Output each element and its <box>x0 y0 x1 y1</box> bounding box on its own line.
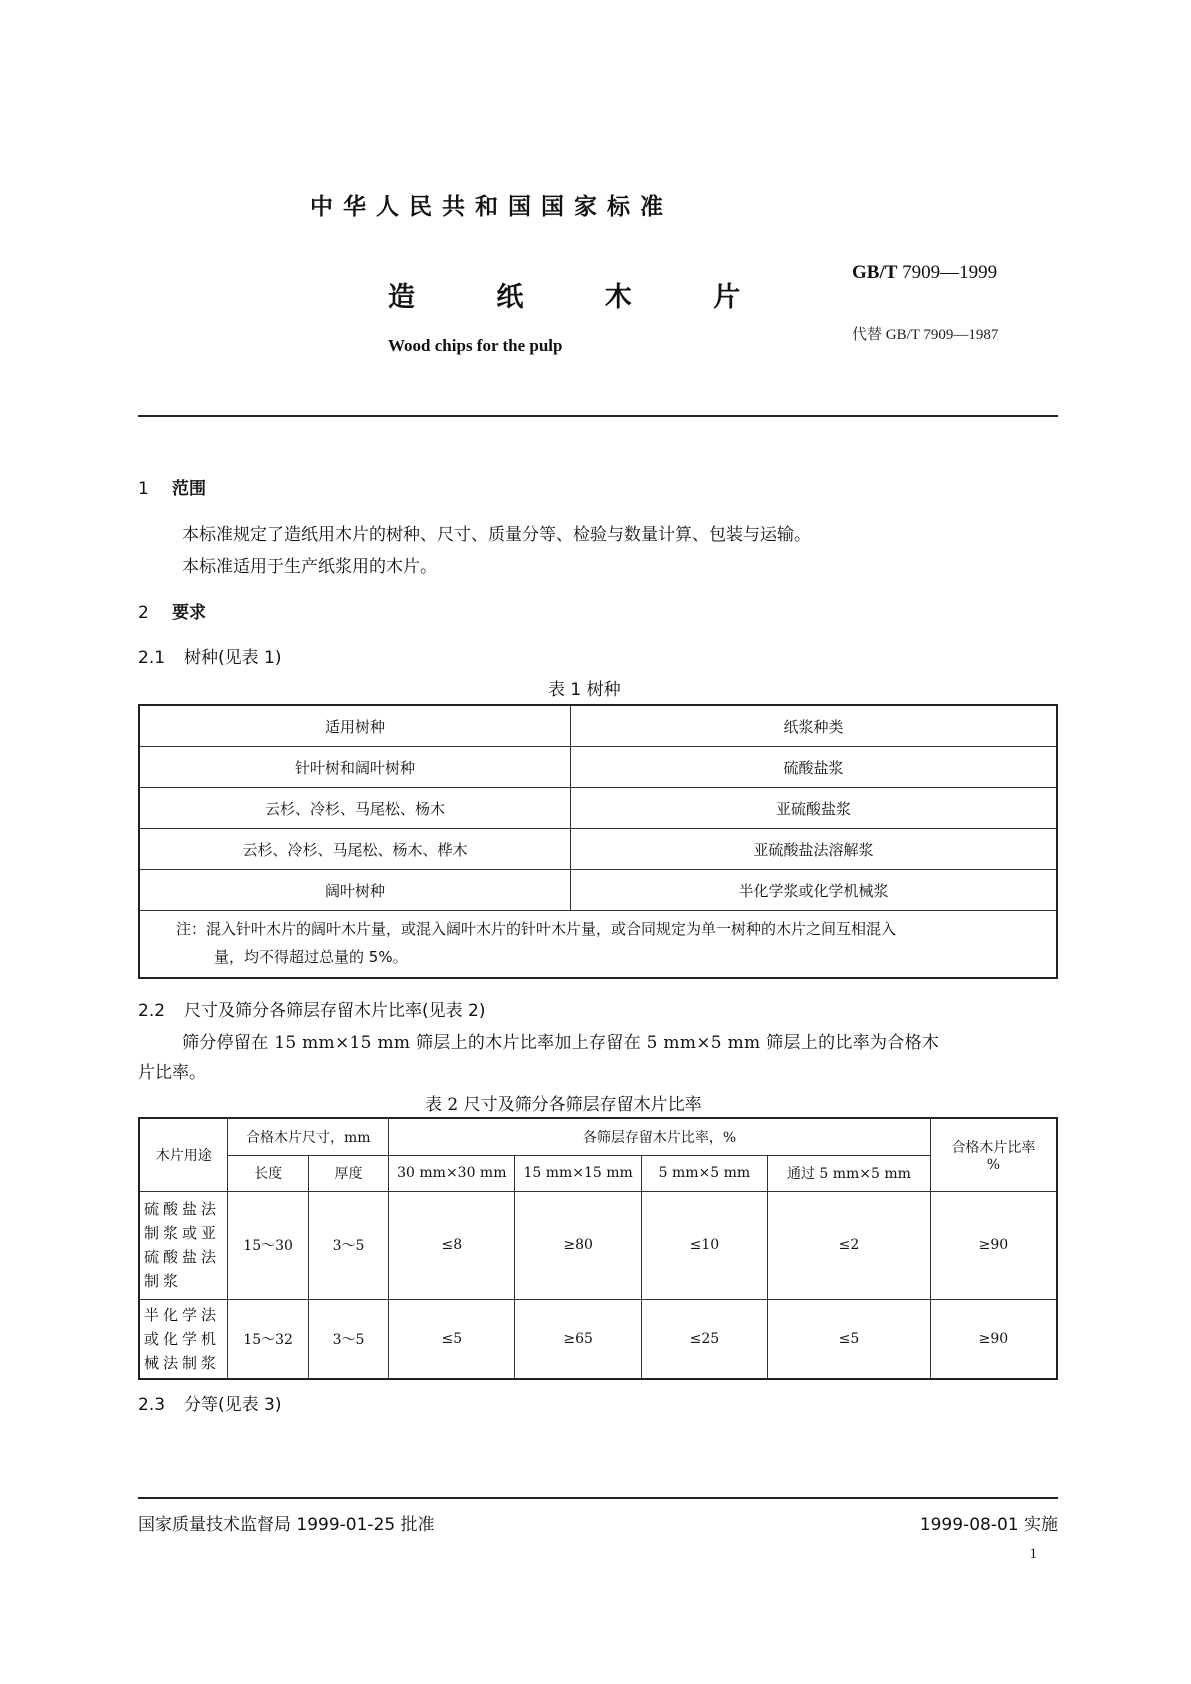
header-ratio: 各筛层存留木片比率，% <box>389 1118 931 1155</box>
cell-length: 15～32 <box>228 1299 308 1379</box>
table-1-tree-species <box>138 704 1058 979</box>
cell-ratio-15mm: ≥65 <box>515 1299 641 1379</box>
subheader-thickness: 厚度 <box>308 1155 388 1191</box>
cell-species: 云杉、冷杉、马尾松、杨木、桦木 <box>139 829 570 870</box>
header-use: 木片用途 <box>139 1118 228 1191</box>
cell-thickness: 3～5 <box>308 1191 388 1299</box>
document-title-cn: 造 纸 木 片 <box>388 282 777 313</box>
cell-pulp-type: 亚硫酸盐浆 <box>570 788 1057 829</box>
subsection-2-2-heading <box>138 996 485 1021</box>
subsection-2-1-heading <box>138 643 281 668</box>
table-note-row <box>139 911 1057 979</box>
section-title: 要求 <box>172 603 206 623</box>
replaces-standard: 代替 GB/T 7909—1987 <box>852 327 999 343</box>
cell-species: 针叶树和阔叶树种 <box>139 747 570 788</box>
effective-date: 1999-08-01 实施 <box>919 1515 1058 1535</box>
subheader-5mm: 5 mm×5 mm <box>641 1155 767 1191</box>
section-number: 2.1 <box>138 648 166 668</box>
table-row <box>139 747 1057 788</box>
subsection-2-3-heading <box>138 1390 281 1415</box>
table-2-size-and-screening <box>138 1117 1058 1380</box>
cell-pass-5mm: ≤2 <box>768 1191 931 1299</box>
cell-ratio-30mm: ≤8 <box>389 1191 515 1299</box>
paragraph: 本标准规定了造纸用木片的树种、尺寸、质量分等、检验与数量计算、包装与运输。 <box>182 525 811 545</box>
header-cell: 纸浆种类 <box>570 705 1057 747</box>
subheader-pass-5mm: 通过 5 mm×5 mm <box>768 1155 931 1191</box>
section-number: 2 <box>138 603 149 623</box>
table-2-caption: 表 2 尺寸及筛分各筛层存留木片比率 <box>425 1095 702 1115</box>
section-title: 树种(见表 1) <box>184 648 282 668</box>
cell-use: 硫酸盐法制浆或亚硫酸盐法制浆 <box>139 1191 228 1299</box>
standard-code <box>852 262 997 284</box>
section-number: 2.3 <box>138 1395 166 1415</box>
table-header-row <box>139 1118 1057 1155</box>
note-line: 量，均不得超过总量的 5%。 <box>214 948 408 966</box>
cell-ratio-15mm: ≥80 <box>515 1191 641 1299</box>
table-row <box>139 829 1057 870</box>
cell-use: 半化学法或化学机械法制浆 <box>139 1299 228 1379</box>
cell-ratio-5mm: ≤25 <box>641 1299 767 1379</box>
header-qualified-unit: % <box>986 1156 1001 1173</box>
cell-species: 云杉、冷杉、马尾松、杨木 <box>139 788 570 829</box>
section-number: 2.2 <box>138 1001 166 1021</box>
note-line: 注：混入针叶木片的阔叶木片量，或混入阔叶木片的针叶木片量，或合同规定为单一树种的木片之间互相混入 <box>176 920 897 938</box>
standard-code-number: 7909—1999 <box>902 262 998 283</box>
document-title-en: Wood chips for the pulp <box>388 336 563 355</box>
table-1-caption: 表 1 树种 <box>548 680 621 700</box>
table-header-row <box>139 705 1057 747</box>
cell-pulp-type: 半化学浆或化学机械浆 <box>570 870 1057 911</box>
cell-qualified: ≥90 <box>930 1299 1057 1379</box>
header-qualified <box>930 1118 1057 1191</box>
table-row <box>139 1191 1057 1299</box>
header-size: 合格木片尺寸，mm <box>228 1118 389 1155</box>
approval-info: 国家质量技术监督局 1999-01-25 批准 <box>138 1515 435 1535</box>
cell-pulp-type: 亚硫酸盐法溶解浆 <box>570 829 1057 870</box>
cell-species: 阔叶树种 <box>139 870 570 911</box>
header-cell: 适用树种 <box>139 705 570 747</box>
cell-pass-5mm: ≤5 <box>768 1299 931 1379</box>
table-subheader-row <box>139 1155 1057 1191</box>
table-row <box>139 788 1057 829</box>
cell-pulp-type: 硫酸盐浆 <box>570 747 1057 788</box>
footer-divider <box>138 1497 1058 1499</box>
subheader-15mm: 15 mm×15 mm <box>515 1155 641 1191</box>
section-number: 1 <box>138 479 149 499</box>
section-2-heading <box>138 598 206 623</box>
paragraph: 本标准适用于生产纸浆用的木片。 <box>182 557 437 577</box>
subheader-length: 长度 <box>228 1155 308 1191</box>
header-qualified-line: 合格木片比率 <box>951 1139 1036 1156</box>
section-title: 范围 <box>172 479 206 499</box>
table-row <box>139 1299 1057 1379</box>
section-1-heading <box>138 474 206 499</box>
standard-code-prefix: GB/T <box>852 262 898 283</box>
cell-ratio-5mm: ≤10 <box>641 1191 767 1299</box>
section-title: 分等(见表 3) <box>184 1395 282 1415</box>
cell-ratio-30mm: ≤5 <box>389 1299 515 1379</box>
table-row <box>139 870 1057 911</box>
page-number: 1 <box>1029 1546 1037 1562</box>
table-note <box>139 911 1057 979</box>
cell-length: 15～30 <box>228 1191 308 1299</box>
header-divider <box>138 415 1058 417</box>
cell-qualified: ≥90 <box>930 1191 1057 1299</box>
paragraph: 筛分停留在 15 mm×15 mm 筛层上的木片比率加上存留在 5 mm×5 mm 筛层上的比率为合格木 <box>182 1033 940 1053</box>
subheader-30mm: 30 mm×30 mm <box>389 1155 515 1191</box>
national-standard-heading: 中华人民共和国国家标准 <box>310 194 673 220</box>
cell-thickness: 3～5 <box>308 1299 388 1379</box>
section-title: 尺寸及筛分各筛层存留木片比率(见表 2) <box>184 1001 486 1021</box>
paragraph: 片比率。 <box>138 1063 206 1083</box>
